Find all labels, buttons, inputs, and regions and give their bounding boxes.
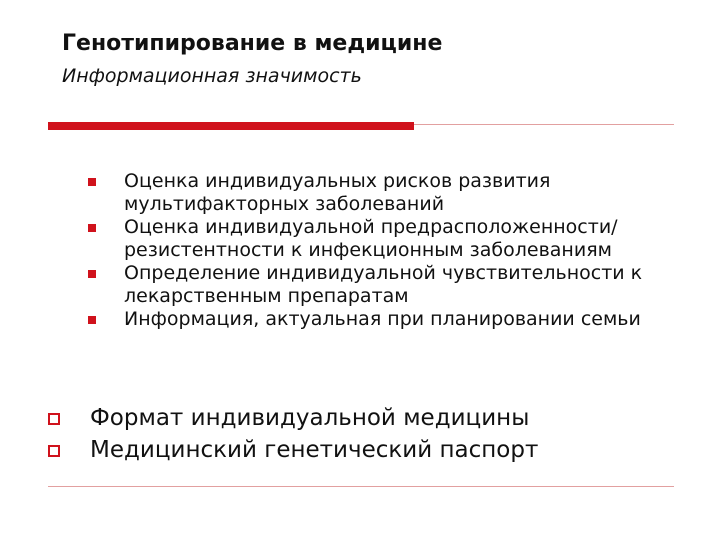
main-bullet-list: [48, 402, 668, 466]
list-item-text: Определение индивидуальной чувствительности к лекарственным препаратам: [124, 262, 643, 307]
bottom-thin-divider: [48, 486, 674, 487]
filled-square-bullet-icon: [88, 224, 96, 232]
hollow-square-bullet-icon: [48, 445, 60, 457]
sub-bullet-list: [88, 170, 668, 331]
list-item-text: Формат индивидуальной медицины: [90, 405, 530, 431]
list-item: [88, 216, 668, 262]
list-item: [88, 262, 668, 308]
list-item-text: Оценка индивидуальной предрасположенности/резистентности к инфекционным заболеваниям: [124, 216, 618, 261]
filled-square-bullet-icon: [88, 178, 96, 186]
list-item: [48, 434, 668, 466]
list-item-text: Оценка индивидуальных рисков развития мультифакторных заболеваний: [124, 170, 551, 215]
list-item-text: Медицинский генетический паспорт: [90, 437, 539, 463]
filled-square-bullet-icon: [88, 270, 96, 278]
slide-title: Генотипирование в медицине: [62, 31, 443, 56]
filled-square-bullet-icon: [88, 316, 96, 324]
hollow-square-bullet-icon: [48, 413, 60, 425]
list-item: [48, 402, 668, 434]
slide-subtitle: Информационная значимость: [62, 65, 362, 87]
list-item-text: Информация, актуальная при планировании семьи: [124, 308, 641, 330]
top-accent-bar: [48, 122, 414, 130]
list-item: [88, 170, 668, 216]
list-item: [88, 308, 668, 331]
